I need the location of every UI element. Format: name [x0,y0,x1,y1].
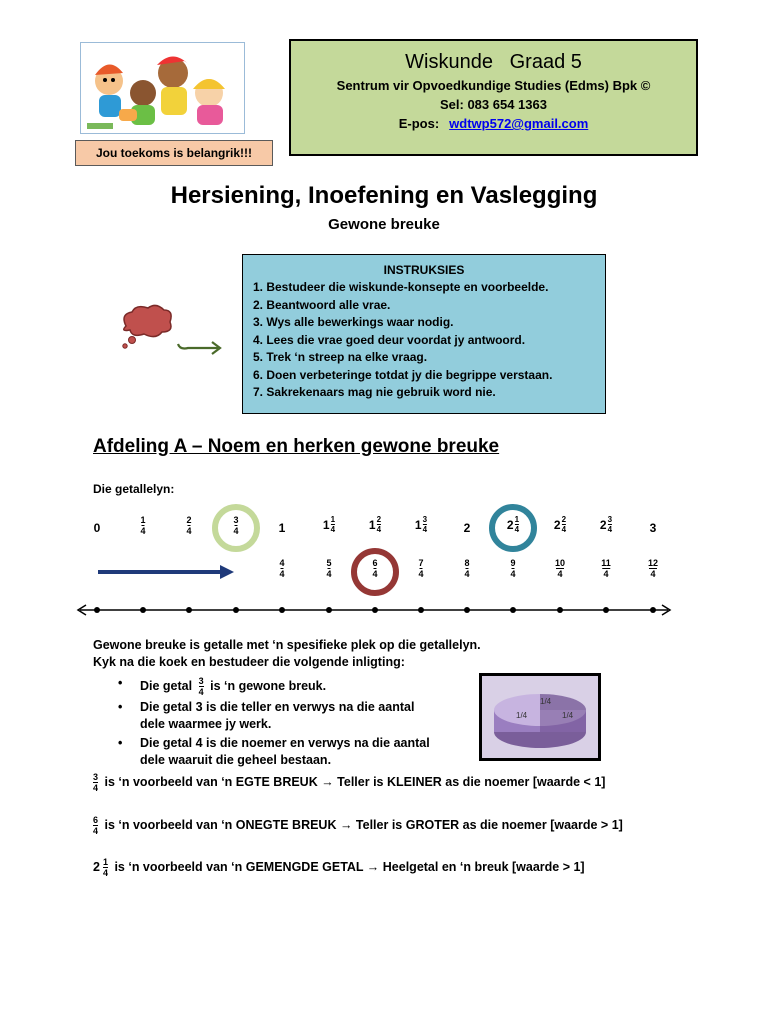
example-mixed-number: $2 \frac{1}{4}$ is ‘n voorbeeld van ‘n GEMENGDE GETAL → Heelgetal en ‘n breuk [waarde > 1] [93,857,585,878]
bullet-item-cont: dele waaruit die geheel bestaan. [140,753,332,767]
number-line-tick [186,607,192,613]
page-title: Hersiening, Inoefening en Vaslegging [170,182,598,209]
phone-number: Sel: 083 654 1363 [440,97,547,112]
number-line-tick [557,607,563,613]
numberline-fraction: 9 4 [510,558,516,579]
numberline-fraction: 6 4 [372,558,378,579]
fraction: $\frac{3}{4}$ [198,676,204,697]
numberline-whole-number: 3 [649,521,657,535]
numberline-mixed-number: 1 1 4 [322,515,336,534]
number-line-tick [279,607,285,613]
numberline-fraction: 10 4 [554,558,566,579]
numberline-mixed-number: 2 3 4 [599,515,613,534]
cake-image [479,673,601,761]
numberline-fraction: 4 4 [279,558,285,579]
instruction-item: 2. Beantwoord alle vrae. [253,297,391,312]
intro-text-2: Kyk na die koek en bestudeer die volgende inligting: [93,655,405,669]
example-proper-fraction: $\frac{3}{4}$ is ‘n voorbeeld van ‘n EGTE BREUK → Teller is KLEINER as die noemer [waarde < 1] [93,772,606,793]
numberline-mixed-number: 2 2 4 [553,515,567,534]
numberline-mixed-number: 2 1 4 [506,515,520,534]
number-line-tick [464,607,470,613]
number-line-tick [94,607,100,613]
numberline-fraction: 5 4 [326,558,332,579]
number-line-tick [510,607,516,613]
cake-label: 1/4 [516,711,528,720]
numberline-whole-number: 1 [278,521,286,535]
bullet-item: • Die getal $\frac{3}{4}$ is ‘n gewone breuk. [140,676,326,697]
instruction-item: 6. Doen verbeteringe totdat jy die begrippe verstaan. [253,367,553,382]
page-subtitle: Gewone breuke [328,216,440,233]
number-line-tick [603,607,609,613]
section-heading: Afdeling A – Noem en herken gewone breuke [93,436,500,457]
number-line-tick [650,607,656,613]
instruction-item: 5. Trek ‘n streep na elke vraag. [253,350,428,364]
number-line-tick [140,607,146,613]
bullet-item-cont: dele waarmee jy werk. [140,717,272,731]
bullet-item: • Die getal 4 is die noemer en verwys na die aantal [140,736,430,750]
numberline-label: Die getallelyn: [93,482,175,496]
instruction-item: 4. Lees die vrae goed deur voordat jy antwoord. [253,332,526,347]
number-line-tick [233,607,239,613]
numberline-fraction: 11 4 [601,558,611,579]
number-line-tick [372,607,378,613]
instructions-box [242,254,606,414]
children-illustration [81,43,244,133]
arrow-right-end [662,605,670,615]
arrow-icon [178,344,218,349]
email-line [291,116,696,131]
email-link[interactable]: wdtwp572@gmail.com [449,116,589,131]
header-box [289,39,698,156]
instruction-item: 7. Sakrekenaars mag nie gebruik word nie. [253,385,496,399]
fraction: $\frac{6}{4}$ [93,815,99,836]
intro-text-1: Gewone breuke is getalle met ‘n spesifieke plek op die getallelyn. [93,638,481,652]
instruction-item: 3. Wys alle bewerkings waar nodig. [253,315,454,329]
motto-badge: Jou toekoms is belangrik!!! [75,140,273,166]
instructions-list [243,279,605,402]
numberline-whole-number: 2 [463,521,471,535]
number-line-tick [418,607,424,613]
cake-label: 1/4 [562,711,574,720]
thought-cloud-icon [118,304,228,360]
numberline-fraction: 7 4 [418,558,424,579]
org-name: Sentrum vir Opvoedkundige Studies (Edms) Bpk © [336,78,651,93]
numberline-mixed-number: 1 3 4 [414,515,428,534]
number-line-tick [326,607,332,613]
logo [80,42,245,134]
numberline-fraction: 1 4 [140,515,146,536]
arrow-left-end [78,605,86,615]
fraction: $\frac{3}{4}$ [93,772,99,793]
instruction-item: 1. Bestudeer die wiskunde-konsepte en voorbeelde. [253,280,549,294]
numberline-fraction: 8 4 [464,558,470,579]
subject-title: Wiskunde Graad 5 [405,51,582,73]
numberline-whole-number: 0 [93,521,101,535]
fraction: $\frac{1}{4}$ [102,857,108,878]
arrow-head [220,565,234,579]
instructions-heading: INSTRUKSIES [383,263,465,277]
cake-label: 1/4 [540,697,552,706]
email-label: E-pos: [398,116,440,131]
numberline-fraction: 12 4 [647,558,659,579]
numberline-mixed-number: 1 2 4 [368,515,382,534]
bullet-item: • Die getal 3 is die teller en verwys na die aantal [140,700,414,714]
numberline-fraction: 3 4 [233,515,239,536]
example-improper-fraction: $\frac{6}{4}$ is ‘n voorbeeld van ‘n ONEGTE BREUK → Teller is GROTER as die noemer [waarde > 1] [93,815,623,836]
numberline-fraction: 2 4 [186,515,192,536]
